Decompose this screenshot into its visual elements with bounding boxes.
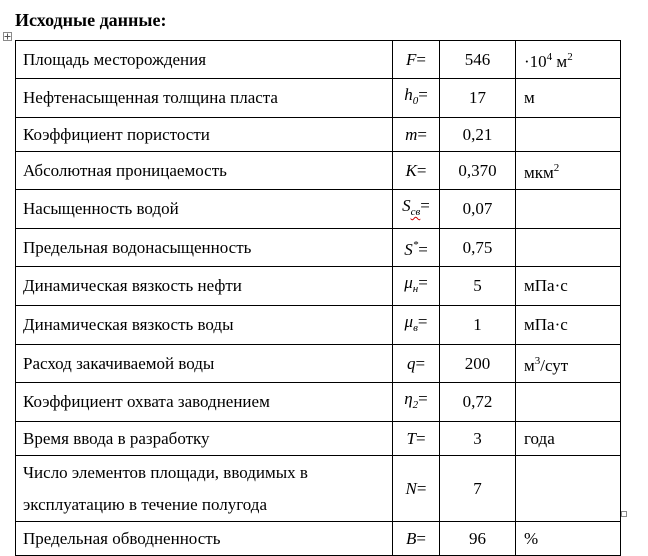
symbol-letter: μ xyxy=(404,312,414,331)
parameter-name: Насыщенность водой xyxy=(16,190,393,229)
parameter-name: Число элементов площади, вводимых в эксплуатацию в течение полугода xyxy=(16,456,393,522)
parameter-unit xyxy=(516,345,621,383)
parameter-symbol xyxy=(393,345,440,383)
parameter-symbol xyxy=(393,41,440,79)
table-row xyxy=(16,306,621,345)
equals-sign: = xyxy=(417,124,427,144)
parameter-unit xyxy=(516,41,621,79)
symbol-letter: K xyxy=(405,160,417,180)
unit-superscript: 2 xyxy=(553,162,560,174)
table-row xyxy=(16,79,621,118)
parameter-value: 200 xyxy=(440,345,516,383)
parameter-value: 0,370 xyxy=(440,152,516,190)
unit-text: м xyxy=(552,52,568,71)
unit-text: мкм xyxy=(524,163,554,182)
symbol-subscript: 0 xyxy=(412,95,419,107)
equals-sign: = xyxy=(415,353,426,373)
symbol-subscript: св xyxy=(410,206,421,218)
equals-sign: = xyxy=(416,478,427,498)
parameter-symbol xyxy=(393,306,440,345)
parameter-unit xyxy=(516,383,621,422)
table-row xyxy=(16,118,621,152)
equals-sign: = xyxy=(416,528,426,548)
equals-sign: = xyxy=(415,428,426,448)
parameter-value: 0,72 xyxy=(440,383,516,422)
page-title: Исходные данные: xyxy=(15,10,167,30)
symbol-letter: η xyxy=(404,389,413,408)
parameter-symbol xyxy=(393,118,440,152)
parameter-value: 3 xyxy=(440,422,516,456)
symbol-subscript: н xyxy=(412,283,419,295)
symbol-letter: B xyxy=(406,528,417,548)
parameter-name: Время ввода в разработку xyxy=(16,422,393,456)
parameter-unit xyxy=(516,79,621,118)
table-row xyxy=(16,152,621,190)
parameter-value: 546 xyxy=(440,41,516,79)
symbol-letter: N xyxy=(405,478,417,498)
unit-text: года xyxy=(524,428,555,448)
symbol-letter: μ xyxy=(404,273,413,292)
equals-sign: = xyxy=(417,312,428,331)
parameter-symbol xyxy=(393,190,440,229)
parameter-name: Коэффициент пористости xyxy=(16,118,393,152)
parameter-unit xyxy=(516,190,621,229)
symbol-letter: m xyxy=(405,124,418,144)
parameter-unit xyxy=(516,422,621,456)
parameter-name: Предельная водонасыщенность xyxy=(16,229,393,267)
equals-sign: = xyxy=(418,273,428,292)
table-resize-handle[interactable] xyxy=(621,511,627,517)
unit-superscript: 4 xyxy=(546,51,553,63)
table-row xyxy=(16,422,621,456)
unit-text: мПа·с xyxy=(524,315,568,334)
table-row xyxy=(16,267,621,306)
parameter-unit xyxy=(516,267,621,306)
unit-text: мПа·с xyxy=(524,276,568,295)
parameter-name: Расход закачиваемой воды xyxy=(16,345,393,383)
equals-sign: = xyxy=(418,240,428,259)
parameter-name: Абсолютная проницаемость xyxy=(16,152,393,190)
table-row xyxy=(16,41,621,79)
parameter-name: Предельная обводненность xyxy=(16,522,393,556)
parameter-name: Нефтенасыщенная толщина пласта xyxy=(16,79,393,118)
symbol-letter: F xyxy=(406,49,417,69)
symbol-letter: S xyxy=(402,196,411,215)
table-row xyxy=(16,383,621,422)
input-data-table xyxy=(15,40,621,556)
symbol-letter: q xyxy=(406,353,416,373)
symbol-letter: S xyxy=(404,240,413,259)
table-row xyxy=(16,345,621,383)
parameter-value: 0,75 xyxy=(440,229,516,267)
parameter-value: 0,07 xyxy=(440,190,516,229)
unit-text: /сут xyxy=(540,356,569,375)
parameter-name: Коэффициент охвата заводнением xyxy=(16,383,393,422)
parameter-unit xyxy=(516,456,621,522)
equals-sign: = xyxy=(416,49,426,69)
parameter-symbol xyxy=(393,229,440,267)
parameter-value: 0,21 xyxy=(440,118,516,152)
parameter-value: 5 xyxy=(440,267,516,306)
equals-sign: = xyxy=(416,160,427,180)
table-row xyxy=(16,456,621,522)
unit-superscript: 2 xyxy=(567,51,573,63)
parameter-value: 7 xyxy=(440,456,516,522)
parameter-value: 1 xyxy=(440,306,516,345)
equals-sign: = xyxy=(418,85,428,104)
parameter-unit xyxy=(516,152,621,190)
table-row xyxy=(16,229,621,267)
parameter-symbol xyxy=(393,152,440,190)
parameter-name: Динамическая вязкость воды xyxy=(16,306,393,345)
parameter-symbol xyxy=(393,422,440,456)
unit-text: м xyxy=(524,356,535,375)
parameter-symbol xyxy=(393,456,440,522)
table-move-handle-icon[interactable] xyxy=(3,32,12,41)
parameter-name: Динамическая вязкость нефти xyxy=(16,267,393,306)
symbol-superscript: * xyxy=(412,239,419,251)
parameter-value: 17 xyxy=(440,79,516,118)
parameter-name: Площадь месторождения xyxy=(16,41,393,79)
parameter-unit xyxy=(516,306,621,345)
unit-text: ·10 xyxy=(524,52,547,71)
unit-superscript: 3 xyxy=(534,355,541,367)
symbol-subscript: 2 xyxy=(412,399,419,411)
table-row xyxy=(16,190,621,229)
parameter-unit xyxy=(516,522,621,556)
parameter-symbol xyxy=(393,267,440,306)
unit-text: м xyxy=(524,88,535,107)
symbol-letter: T xyxy=(406,428,416,448)
equals-sign: = xyxy=(420,196,430,215)
parameter-unit xyxy=(516,229,621,267)
symbol-letter: h xyxy=(404,85,413,104)
parameter-symbol xyxy=(393,522,440,556)
table-row xyxy=(16,522,621,556)
parameter-value: 96 xyxy=(440,522,516,556)
symbol-subscript: в xyxy=(413,322,418,334)
parameter-symbol xyxy=(393,79,440,118)
parameter-unit xyxy=(516,118,621,152)
unit-text: % xyxy=(524,528,539,548)
parameter-symbol xyxy=(393,383,440,422)
equals-sign: = xyxy=(418,389,428,408)
